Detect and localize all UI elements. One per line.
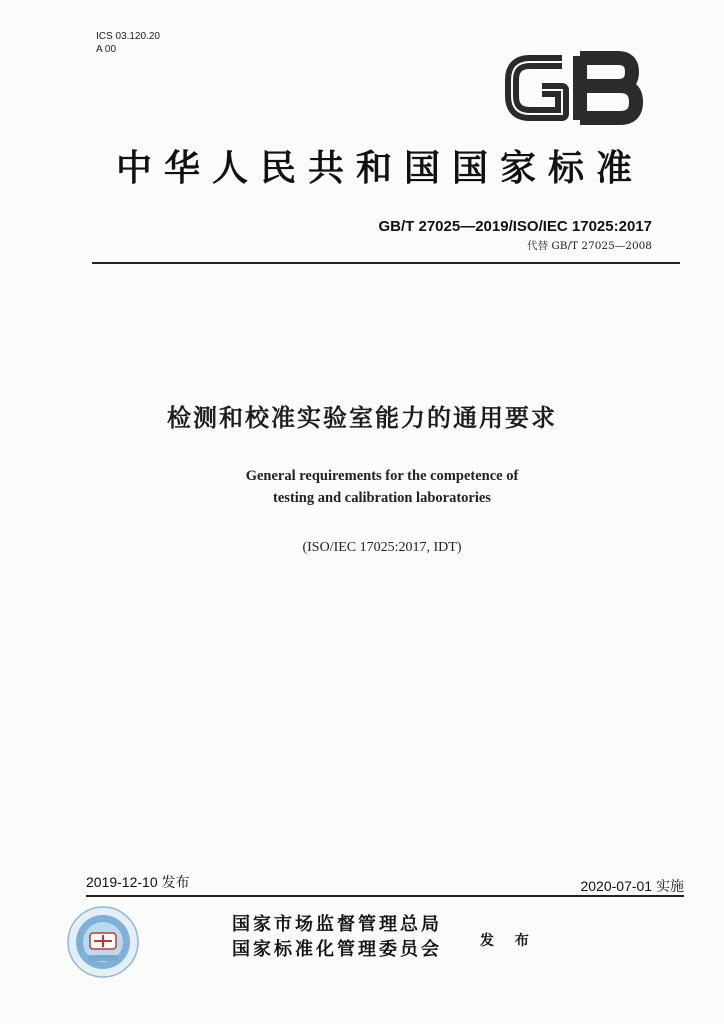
ics-code: ICS 03.120.20 — [96, 31, 160, 42]
replaced-standard: 代替 GB/T 27025—2008 — [527, 240, 652, 252]
english-title-line-1: General requirements for the competence of — [245, 468, 519, 484]
issuing-authorities — [232, 912, 442, 962]
standard-type-heading: 中华人民共和国国家标准 — [115, 147, 644, 189]
implementation-date: 2020-07-01 实施 — [580, 878, 684, 894]
english-title — [0, 465, 724, 509]
anti-counterfeit-seal-icon — [66, 905, 140, 979]
issuer-samr: 国家市场监督管理总局 — [232, 914, 442, 935]
iso-reference: (ISO/IEC 17025:2017, IDT) — [302, 540, 462, 555]
bottom-divider — [86, 895, 684, 897]
english-title-line-2: testing and calibration laboratories — [273, 490, 491, 506]
gb-logo-icon — [500, 48, 645, 128]
issuer-sac: 国家标准化管理委员会 — [232, 939, 442, 960]
chinese-title: 检测和校准实验室能力的通用要求 — [167, 404, 557, 432]
publish-label: 发 布 — [480, 933, 537, 949]
ccs-code: A 00 — [96, 44, 117, 55]
standard-number: GB/T 27025—2019/ISO/IEC 17025:2017 — [378, 218, 652, 235]
classification-codes — [96, 30, 160, 56]
top-divider — [92, 262, 680, 264]
issue-date: 2019-12-10 发布 — [86, 874, 190, 890]
